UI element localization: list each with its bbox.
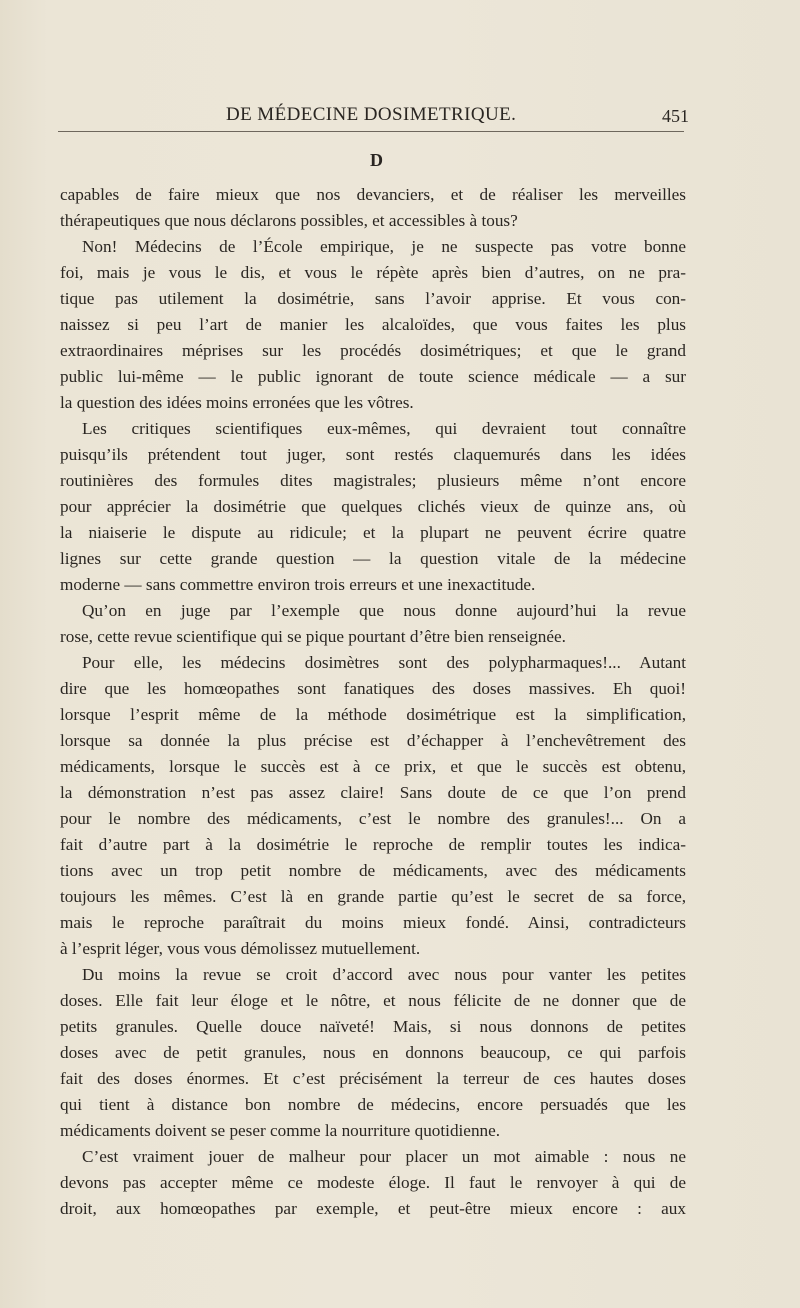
text-line: doses avec de petit granules, nous en donnons beaucoup, ce qui parfois xyxy=(60,1043,686,1062)
text-line: naissez si peu l’art de manier les alcaloïdes, que vous faites les plus xyxy=(60,315,686,334)
text-line: moderne — sans commettre environ trois erreurs et une inexactitude. xyxy=(60,575,536,594)
text-line: extraordinaires méprises sur les procédés dosimétriques; et que le grand xyxy=(60,341,686,360)
text-line: toujours les mêmes. C’est là en grande partie qu’est le secret de sa force, xyxy=(60,887,686,906)
text-line: pour le nombre des médicaments, c’est le nombre des granules!... On a xyxy=(60,809,686,828)
page-number: 451 xyxy=(662,106,689,126)
signature-mark: D xyxy=(370,150,383,170)
text-line: médicaments, lorsque le succès est à ce prix, et que le succès est obtenu, xyxy=(60,757,686,776)
text-line: la question des idées moins erronées que les vôtres. xyxy=(60,393,414,412)
text-line: la démonstration n’est pas assez claire! Sans doute de ce que l’on prend xyxy=(60,783,686,802)
text-line: fait d’autre part à la dosimétrie le reproche de remplir toutes les indica- xyxy=(60,835,686,854)
text-line: foi, mais je vous le dis, et vous le répète après bien d’autres, on ne pra- xyxy=(60,263,686,282)
text-line: lignes sur cette grande question — la question vitale de la médecine xyxy=(60,549,686,568)
running-title: DE MÉDECINE DOSIMETRIQUE. xyxy=(226,104,517,125)
text-line: Pour elle, les médecins dosimètres sont des polypharmaques!... Autant xyxy=(82,653,686,672)
text-line: qui tient à distance bon nombre de médecins, encore persuadés que les xyxy=(60,1095,686,1114)
text-line: Non! Médecins de l’École empirique, je ne suspecte pas votre bonne xyxy=(82,237,686,256)
text-line: public lui-même — le public ignorant de toute science médicale — a sur xyxy=(60,367,686,386)
text-line: lorsque sa donnée la plus précise est d’échapper à l’enchevêtrement des xyxy=(60,731,686,750)
text-line: médicaments doivent se peser comme la nourriture quotidienne. xyxy=(60,1121,501,1140)
text-line: Qu’on en juge par l’exemple que nous donne aujourd’hui la revue xyxy=(82,601,686,620)
header-rule xyxy=(58,131,684,132)
text-line: capables de faire mieux que nos devanciers, et de réaliser les merveilles xyxy=(60,185,686,204)
text-line: doses. Elle fait leur éloge et le nôtre, et nous félicite de ne donner que de xyxy=(60,991,686,1010)
text-line: devons pas accepter même ce modeste éloge. Il faut le renvoyer à qui de xyxy=(60,1173,686,1192)
page-header xyxy=(0,104,800,132)
text-line: droit, aux homœopathes par exemple, et peut-être mieux encore : aux xyxy=(60,1199,686,1218)
text-line: lorsque l’esprit même de la méthode dosimétrique est la simplification, xyxy=(60,705,686,724)
text-line: thérapeutiques que nous déclarons possibles, et accessibles à tous? xyxy=(60,211,518,230)
text-line: routinières des formules dites magistrales; plusieurs même n’ont encore xyxy=(60,471,686,490)
text-line: puisqu’ils prétendent tout juger, sont restés claquemurés dans les idées xyxy=(60,445,686,464)
text-line: dire que les homœopathes sont fanatiques des doses massives. Eh quoi! xyxy=(60,679,686,698)
text-line: tions avec un trop petit nombre de médicaments, avec des médicaments xyxy=(60,861,686,880)
text-line: Du moins la revue se croit d’accord avec nous pour vanter les petites xyxy=(82,965,686,984)
text-line: rose, cette revue scientifique qui se pique pourtant d’être bien renseignée. xyxy=(60,627,566,646)
text-line: mais le reproche paraîtrait du moins mieux fondé. Ainsi, contradicteurs xyxy=(60,913,686,932)
text-line: C’est vraiment jouer de malheur pour placer un mot aimable : nous ne xyxy=(82,1147,686,1166)
text-line: la niaiserie le dispute au ridicule; et la plupart ne peuvent écrire quatre xyxy=(60,523,686,542)
text-line: Les critiques scientifiques eux-mêmes, qui devraient tout connaître xyxy=(82,419,686,438)
text-line: tique pas utilement la dosimétrie, sans l’avoir apprise. Et vous con- xyxy=(60,289,686,308)
text-line: à l’esprit léger, vous vous démolissez mutuellement. xyxy=(60,939,421,958)
text-line: pour apprécier la dosimétrie que quelques clichés vieux de quinze ans, où xyxy=(60,497,686,516)
text-line: fait des doses énormes. Et c’est précisément la terreur de ces hautes doses xyxy=(60,1069,686,1088)
text-line: petits granules. Quelle douce naïveté! Mais, si nous donnons de petites xyxy=(60,1017,686,1036)
